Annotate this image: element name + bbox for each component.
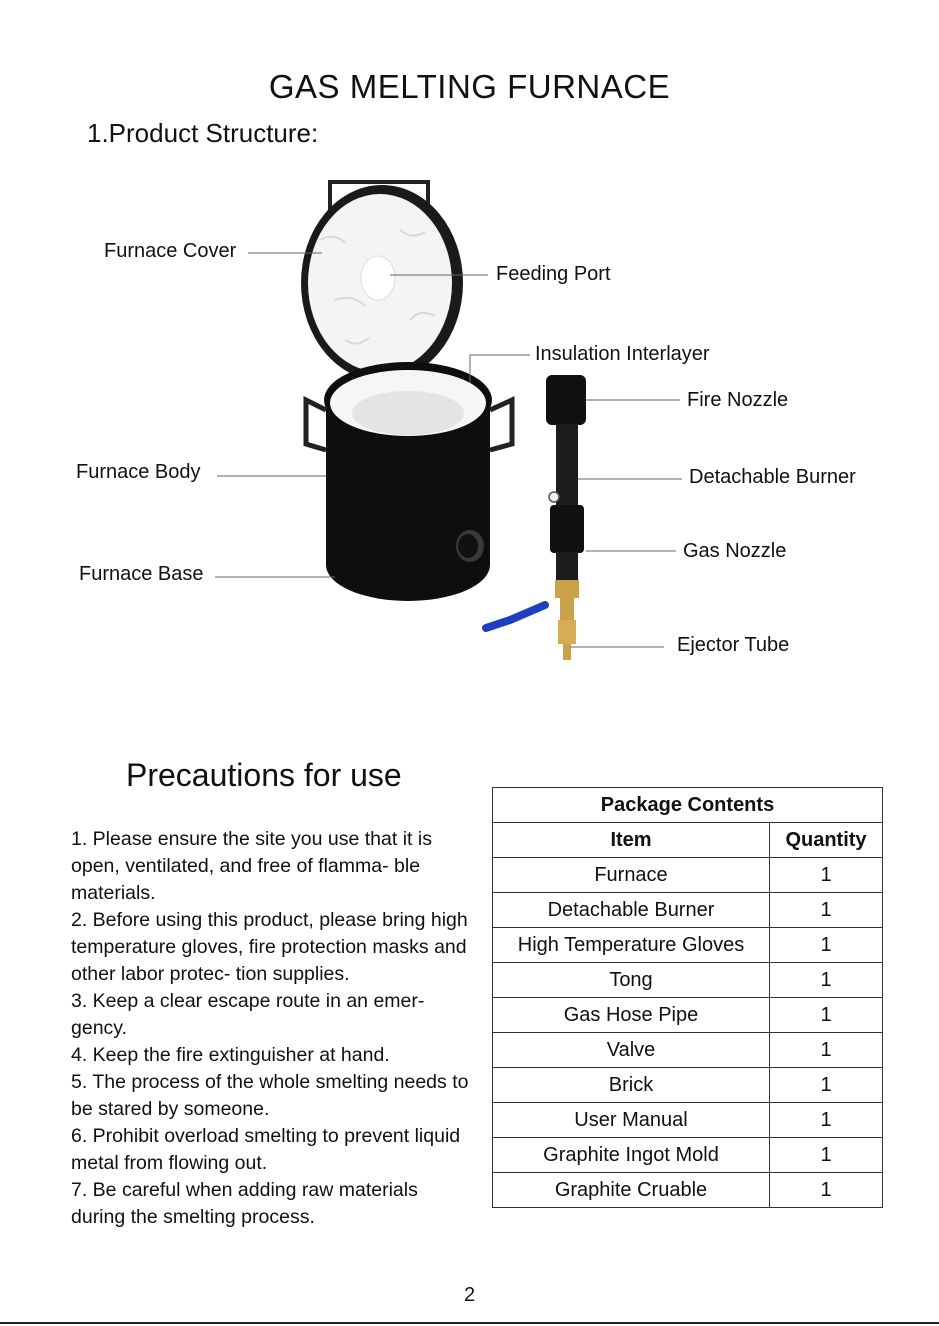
table-row xyxy=(493,963,883,998)
precautions-list xyxy=(71,826,471,1231)
table-row xyxy=(493,1103,883,1138)
qty-cell: 1 xyxy=(770,893,883,928)
precaution-item: 3. Keep a clear escape route in an emer- gency. xyxy=(71,990,425,1039)
qty-cell: 1 xyxy=(770,1068,883,1103)
bottom-divider xyxy=(0,1322,939,1324)
item-cell: User Manual xyxy=(493,1103,770,1138)
page-title: GAS MELTING FURNACE xyxy=(268,68,671,105)
column-header-quantity: Quantity xyxy=(770,823,883,858)
item-cell: Graphite Ingot Mold xyxy=(493,1138,770,1173)
qty-cell: 1 xyxy=(770,998,883,1033)
label-feeding-port: Feeding Port xyxy=(496,263,611,285)
qty-cell: 1 xyxy=(770,1103,883,1138)
table-row xyxy=(493,858,883,893)
item-cell: Graphite Cruable xyxy=(493,1173,770,1208)
label-gas-nozzle: Gas Nozzle xyxy=(683,540,787,562)
table-row xyxy=(493,1068,883,1103)
precaution-item: 2. Before using this product, please bring high temperature gloves, fire protection masks and other labor protec- tion supplies. xyxy=(71,909,468,985)
item-cell: Brick xyxy=(493,1068,770,1103)
furnace-cover-illustration xyxy=(301,182,463,381)
table-row xyxy=(493,1033,883,1068)
column-header-item: Item xyxy=(493,823,770,858)
item-cell: Detachable Burner xyxy=(493,893,770,928)
precaution-item: 4. Keep the fire extinguisher at hand. xyxy=(71,1044,390,1066)
feeding-port-illustration xyxy=(361,256,395,300)
label-furnace-body: Furnace Body xyxy=(76,461,201,483)
item-cell: Tong xyxy=(493,963,770,998)
page-number: 2 xyxy=(463,1284,476,1306)
qty-cell: 1 xyxy=(770,858,883,893)
table-row xyxy=(493,1173,883,1208)
label-ejector-tube: Ejector Tube xyxy=(677,634,790,656)
table-row xyxy=(493,998,883,1033)
item-cell: High Temperature Gloves xyxy=(493,928,770,963)
qty-cell: 1 xyxy=(770,928,883,963)
precaution-item: 1. Please ensure the site you use that it is open, ventilated, and free of flamma- ble materials. xyxy=(71,828,432,904)
label-furnace-cover: Furnace Cover xyxy=(104,240,237,262)
label-detachable-burner: Detachable Burner xyxy=(689,466,856,488)
section-heading-product-structure: 1.Product Structure: xyxy=(87,118,319,148)
qty-cell: 1 xyxy=(770,1173,883,1208)
label-insulation-interlayer: Insulation Interlayer xyxy=(535,343,710,365)
label-fire-nozzle: Fire Nozzle xyxy=(687,389,789,411)
qty-cell: 1 xyxy=(770,1033,883,1068)
label-furnace-base: Furnace Base xyxy=(79,563,204,585)
qty-cell: 1 xyxy=(770,1138,883,1173)
precautions-heading: Precautions for use xyxy=(126,757,402,793)
table-row xyxy=(493,893,883,928)
furnace-body-illustration xyxy=(306,362,512,601)
precaution-item: 5. The process of the whole smelting needs to be stared by someone. xyxy=(71,1071,469,1120)
item-cell: Gas Hose Pipe xyxy=(493,998,770,1033)
table-title: Package Contents xyxy=(493,788,883,823)
precaution-item: 6. Prohibit overload smelting to prevent liquid metal from flowing out. xyxy=(71,1125,461,1174)
package-contents-table xyxy=(492,787,883,1208)
item-cell: Furnace xyxy=(493,858,770,893)
item-cell: Valve xyxy=(493,1033,770,1068)
table-row xyxy=(493,928,883,963)
detachable-burner-illustration xyxy=(486,375,586,660)
table-row xyxy=(493,1138,883,1173)
precaution-item: 7. Be careful when adding raw materials during the smelting process. xyxy=(71,1179,418,1228)
qty-cell: 1 xyxy=(770,963,883,998)
